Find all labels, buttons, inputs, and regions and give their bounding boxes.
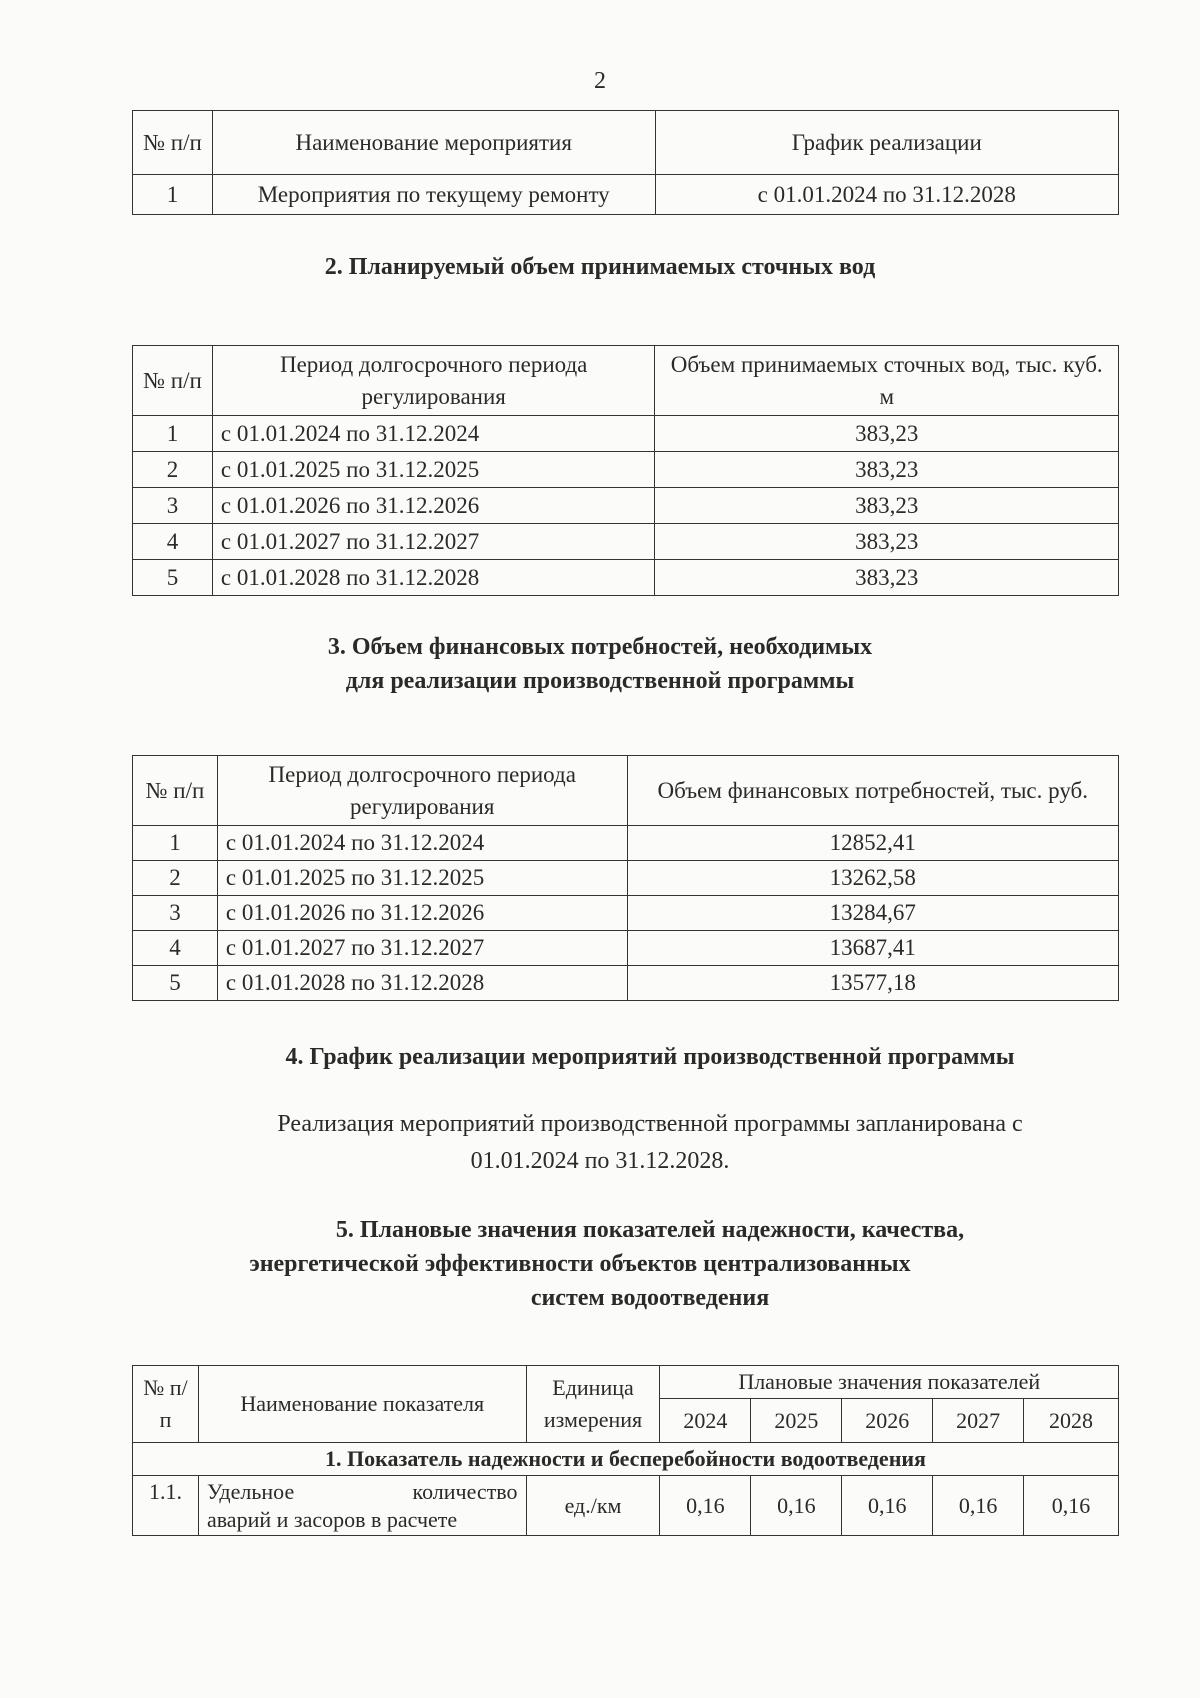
cell-name: Мероприятия по текущему ремонту (212, 175, 655, 215)
cell-period: с 01.01.2027 по 31.12.2027 (217, 931, 627, 966)
cell-amount: 12852,41 (627, 826, 1118, 861)
cell-volume: 383,23 (655, 416, 1119, 452)
table-row (133, 488, 1119, 524)
table-header-num: № п/п (133, 1366, 199, 1443)
cell-period: с 01.01.2025 по 31.12.2025 (212, 452, 655, 488)
section-2-title: 2. Планируемый объем принимаемых сточных вод (324, 254, 876, 280)
table-header-num: № п/п (133, 346, 213, 416)
section-4-title: 4. График реализации мероприятий производственной программы (285, 1044, 1015, 1070)
cell-num: 5 (133, 966, 218, 1001)
table-header-indicator: Наименование показателя (198, 1366, 526, 1443)
cell-volume: 383,23 (655, 488, 1119, 524)
cell-period: с 01.01.2025 по 31.12.2025 (217, 861, 627, 896)
cell-amount: 13577,18 (627, 966, 1118, 1001)
table-header-plan: Плановые значения показателей (660, 1366, 1119, 1399)
cell-value: 0,16 (933, 1476, 1024, 1536)
cell-schedule: с 01.01.2024 по 31.12.2028 (655, 175, 1119, 215)
cell-num: 4 (133, 524, 213, 560)
table-header-schedule: График реализации (655, 111, 1119, 175)
table-row (133, 175, 1119, 215)
table-row (133, 931, 1119, 966)
table-header-num: № п/п (133, 111, 213, 175)
table-header-num: № п/п (133, 756, 218, 826)
financial-needs-table (132, 755, 1119, 1001)
year-header: 2028 (1024, 1399, 1119, 1443)
cell-value: 0,16 (751, 1476, 842, 1536)
cell-volume: 383,23 (655, 560, 1119, 596)
cell-period: с 01.01.2024 по 31.12.2024 (212, 416, 655, 452)
cell-period: с 01.01.2026 по 31.12.2026 (217, 896, 627, 931)
table-row (133, 416, 1119, 452)
section-5-title-line-3: систем водоотведения (530, 1285, 770, 1311)
cell-value: 0,16 (660, 1476, 751, 1536)
table-header-period: Период долгосрочного периода регулирования (212, 346, 655, 416)
year-header: 2027 (933, 1399, 1024, 1443)
section-4-text-line-1: Реализация мероприятий производственной программы запланирована с (277, 1111, 1023, 1137)
cell-volume: 383,23 (655, 452, 1119, 488)
cell-num: 2 (133, 861, 218, 896)
table-row (133, 1476, 1119, 1536)
cell-num: 3 (133, 488, 213, 524)
table-header-unit: Единица измерения (526, 1366, 660, 1443)
table-row (133, 966, 1119, 1001)
cell-amount: 13284,67 (627, 896, 1118, 931)
cell-num: 3 (133, 896, 218, 931)
page-number: 2 (594, 68, 606, 94)
table-header-period: Период долгосрочного периода регулирования (217, 756, 627, 826)
cell-num: 1 (133, 826, 218, 861)
cell-num: 1.1. (133, 1476, 199, 1536)
table-row (133, 896, 1119, 931)
table-row (133, 826, 1119, 861)
cell-value: 0,16 (842, 1476, 933, 1536)
table-row (133, 452, 1119, 488)
section-3-title-line-2: для реализации производственной программы (345, 668, 855, 694)
year-header: 2026 (842, 1399, 933, 1443)
activities-table (132, 110, 1119, 215)
table-row (133, 861, 1119, 896)
section-5-title-line-2: энергетической эффективности объектов централизованных (249, 1251, 911, 1277)
cell-period: с 01.01.2028 по 31.12.2028 (212, 560, 655, 596)
year-header: 2025 (751, 1399, 842, 1443)
cell-num: 4 (133, 931, 218, 966)
indicator-text: количество (412, 1478, 518, 1504)
cell-period: с 01.01.2026 по 31.12.2026 (212, 488, 655, 524)
cell-volume: 383,23 (655, 524, 1119, 560)
cell-num: 5 (133, 560, 213, 596)
indicator-text: аварий и засоров в расчете (206, 1506, 458, 1532)
cell-value: 0,16 (1024, 1476, 1119, 1536)
cell-num: 1 (133, 416, 213, 452)
table-row (133, 560, 1119, 596)
table-header-name: Наименование мероприятия (212, 111, 655, 175)
cell-amount: 13687,41 (627, 931, 1118, 966)
year-header: 2024 (660, 1399, 751, 1443)
section-4-text-line-2: 01.01.2024 по 31.12.2028. (470, 1148, 730, 1174)
cell-period: с 01.01.2028 по 31.12.2028 (217, 966, 627, 1001)
group-row-reliability: 1. Показатель надежности и бесперебойности водоотведения (133, 1443, 1119, 1476)
indicators-table (132, 1365, 1119, 1536)
cell-num: 2 (133, 452, 213, 488)
cell-period: с 01.01.2024 по 31.12.2024 (217, 826, 627, 861)
cell-amount: 13262,58 (627, 861, 1118, 896)
section-3-title-line-1: 3. Объем финансовых потребностей, необходимых (327, 634, 873, 660)
wastewater-volume-table (132, 345, 1119, 596)
table-header-financial: Объем финансовых потребностей, тыс. руб. (627, 756, 1118, 826)
indicator-text: Удельное (206, 1478, 295, 1504)
section-5-title-line-1: 5. Плановые значения показателей надежности, качества, (335, 1217, 965, 1243)
cell-num: 1 (133, 175, 213, 215)
cell-unit: ед./км (526, 1476, 660, 1536)
cell-period: с 01.01.2027 по 31.12.2027 (212, 524, 655, 560)
table-row (133, 524, 1119, 560)
table-header-volume: Объем принимаемых сточных вод, тыс. куб. м (655, 346, 1119, 416)
cell-indicator (198, 1476, 526, 1536)
